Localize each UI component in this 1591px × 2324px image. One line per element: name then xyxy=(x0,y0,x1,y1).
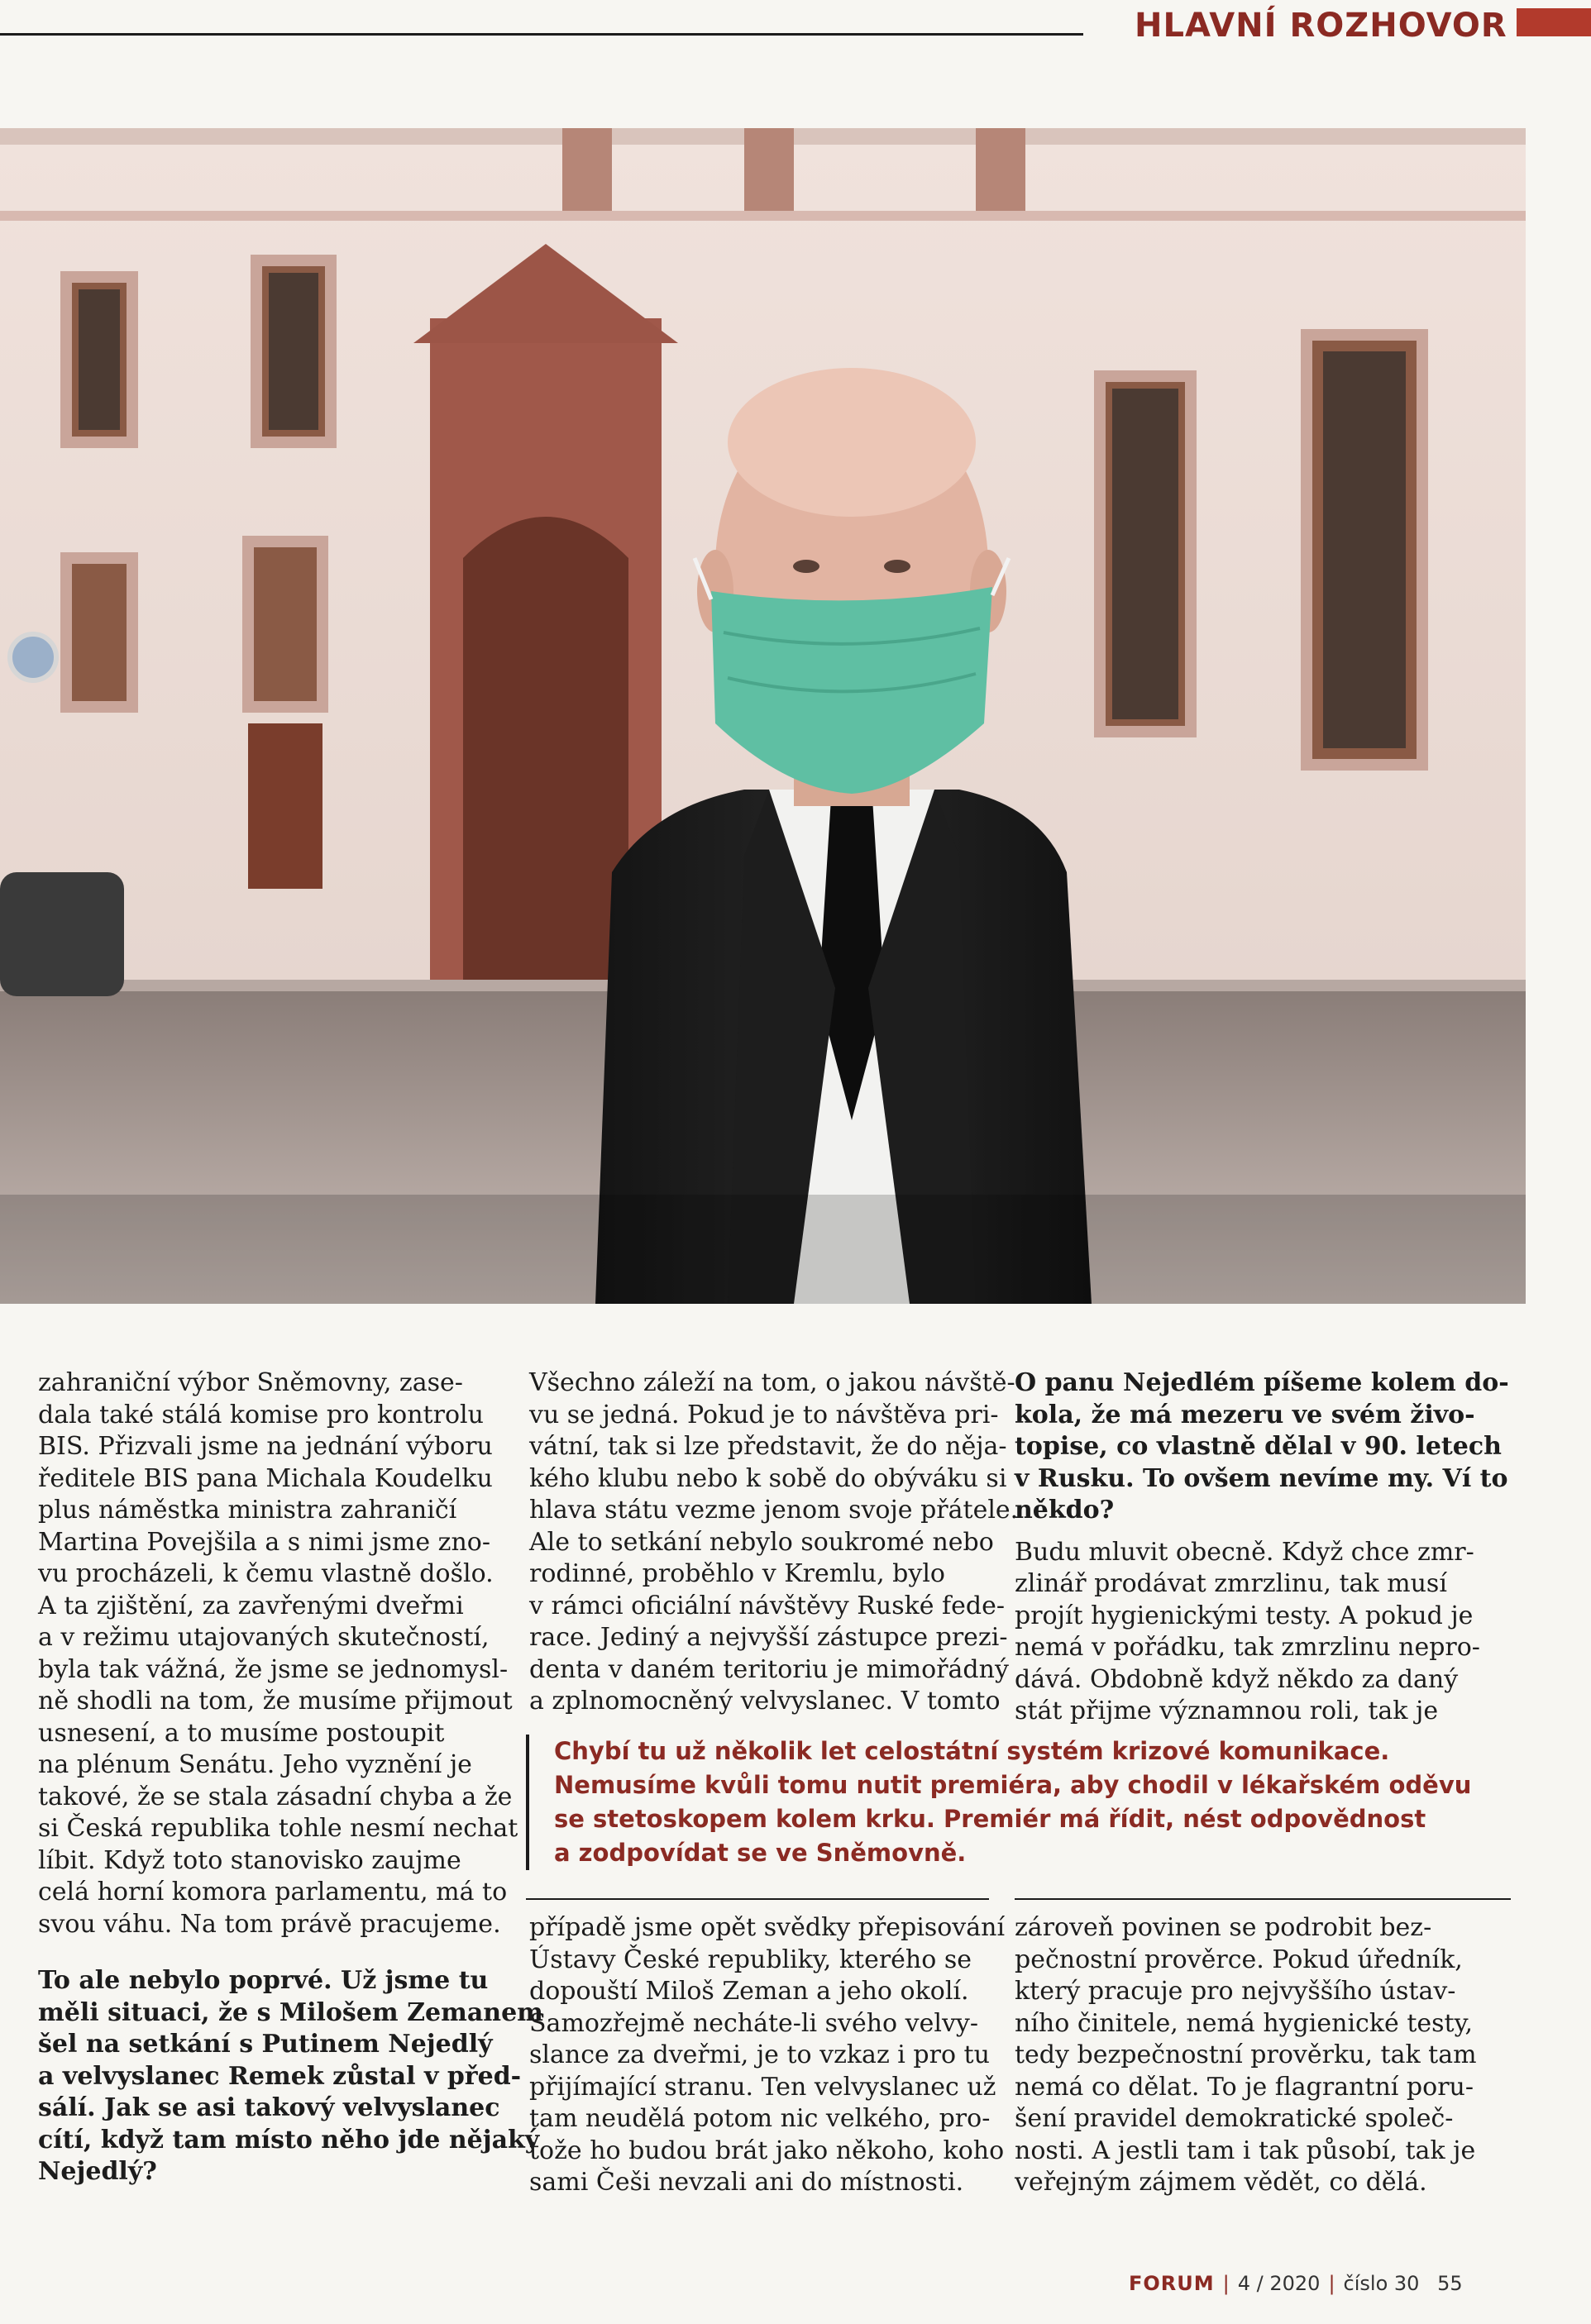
pull-quote-line: a zodpovídat se ve Sněmovně. xyxy=(554,1839,967,1867)
text-line: celá horní komora parlamentu, má to xyxy=(38,1878,508,1906)
text-line: nemá co dělat. To je flagrantní poru- xyxy=(1015,2072,1474,2102)
question-line: sálí. Jak se asi takový velvyslanec xyxy=(38,2093,500,2122)
answer-paragraph xyxy=(529,1367,1019,1718)
magazine-name: FORUM xyxy=(1129,2272,1215,2295)
text-line: projít hygienickými testy. A pokud je xyxy=(1015,1601,1474,1630)
text-line: BIS. Přizvali jsme na jednání výboru xyxy=(38,1432,493,1461)
text-line: a v režimu utajovaných skutečností, xyxy=(38,1623,490,1652)
text-line: Ústavy České republiky, kterého se xyxy=(529,1945,972,1974)
text-line: race. Jediný a nejvyšší zástupce prezi- xyxy=(529,1623,1008,1652)
issue-number: číslo 30 xyxy=(1343,2272,1420,2295)
text-line: zároveň povinen se podrobit bez- xyxy=(1015,1913,1432,1942)
answer-paragraph xyxy=(1015,1537,1494,1728)
text-line: a zplnomocněný velvyslanec. V tomto xyxy=(529,1687,1001,1716)
text-line: případě jsme opět svědky přepisování xyxy=(529,1913,1006,1942)
pull-quote-line: Nemusíme kvůli tomu nutit premiéra, aby chodil v lékařském oděvu xyxy=(554,1771,1472,1799)
text-line: šení pravidel demokratické společ- xyxy=(1015,2104,1454,2133)
question-line: cítí, když tam místo něho jde nějaký xyxy=(38,2125,540,2155)
text-line: zahraniční výbor Sněmovny, zase- xyxy=(38,1368,463,1397)
text-line: si Česká republika tohle nesmí nechat xyxy=(38,1814,518,1843)
pull-quote xyxy=(526,1735,1546,1870)
page-number: 55 xyxy=(1437,2272,1463,2295)
text-line: denta v daném teritoriu je mimořádný xyxy=(529,1654,1009,1684)
text-line: kého klubu nebo k sobě do obýváku si xyxy=(529,1463,1007,1493)
text-line: ně shodli na tom, že musíme přijmout xyxy=(38,1687,513,1716)
answer-paragraph xyxy=(38,1367,518,1940)
text-line: slance za dveřmi, je to vzkaz i pro tu xyxy=(529,2040,990,2069)
interview-question xyxy=(38,1965,543,2188)
column-3-top xyxy=(1015,1367,1509,1728)
header-rule xyxy=(0,33,1083,36)
section-color-block xyxy=(1517,8,1591,36)
text-line: v rámci oficiální návštěvy Ruské fede- xyxy=(529,1591,1006,1620)
section-label: HLAVNÍ ROZHOVOR xyxy=(1135,7,1507,45)
text-line: Martina Povejšila a s nimi jsme zno- xyxy=(38,1527,490,1557)
footer-separator: | xyxy=(1328,2272,1335,2295)
column-1 xyxy=(38,1367,543,2188)
photo-illustration xyxy=(0,128,1526,1304)
column-3-bottom xyxy=(1015,1912,1494,2199)
text-line: sami Češi nevzali ani do místnosti. xyxy=(529,2168,964,2197)
text-line: dopouští Miloš Zeman a jeho okolí. xyxy=(529,1977,969,2006)
answer-paragraph xyxy=(1015,1912,1494,2199)
question-line: kola, že má mezeru ve svém živo- xyxy=(1015,1400,1475,1429)
text-line: Samozřejmě necháte-li svého velvy- xyxy=(529,2008,978,2038)
quote-divider xyxy=(526,1898,989,1900)
question-line: To ale nebylo poprvé. Už jsme tu xyxy=(38,1966,489,1995)
quote-divider xyxy=(1015,1898,1511,1900)
text-line: tože ho budou brát jako někoho, koho xyxy=(529,2136,1005,2165)
text-line: na plénum Senátu. Jeho vyznění je xyxy=(38,1750,472,1779)
text-line: tedy bezpečnostní prověrku, tak tam xyxy=(1015,2040,1477,2069)
text-line: veřejným zájmem vědět, co dělá. xyxy=(1015,2168,1427,2197)
text-line: Ale to setkání nebylo soukromé nebo xyxy=(529,1527,994,1557)
text-line: usnesení, a to musíme postoupit xyxy=(38,1718,445,1748)
question-line: šel na setkání s Putinem Nejedlý xyxy=(38,2030,493,2059)
text-line: A ta zjištění, za zavřenými dveřmi xyxy=(38,1591,464,1620)
pull-quote-line: se stetoskopem kolem krku. Premiér má řídit, nést odpovědnost xyxy=(554,1805,1426,1833)
question-line: a velvyslanec Remek zůstal v před- xyxy=(38,2061,522,2091)
text-line: tam neudělá potom nic velkého, pro- xyxy=(529,2104,991,2133)
text-line: byla tak vážná, že jsme se jednomysl- xyxy=(38,1654,509,1684)
text-line: hlava státu vezme jenom svoje přátele. xyxy=(529,1496,1019,1525)
text-line: stát přijme významnou roli, tak je xyxy=(1015,1696,1439,1725)
pull-quote-line: Chybí tu už několik let celostátní systém krizové komunikace. xyxy=(554,1737,1390,1765)
text-line: takové, že se stala zásadní chyba a že xyxy=(38,1782,513,1811)
text-line: dala také stálá komise pro kontrolu xyxy=(38,1400,484,1429)
question-line: někdo? xyxy=(1015,1496,1115,1525)
text-line: Budu mluvit obecně. Když chce zmr- xyxy=(1015,1537,1474,1567)
question-line: O panu Nejedlém píšeme kolem do- xyxy=(1015,1368,1509,1397)
text-line: pečnostní prověrce. Pokud úředník, xyxy=(1015,1945,1463,1974)
question-line: v Rusku. To ovšem nevíme my. Ví to xyxy=(1015,1463,1508,1493)
text-line: který pracuje pro nejvyššího ústav- xyxy=(1015,1977,1456,2006)
column-2-top xyxy=(529,1367,1019,1718)
article-photo xyxy=(0,128,1526,1304)
text-line: líbit. Když toto stanovisko zaujme xyxy=(38,1845,461,1875)
issue-date: 4 / 2020 xyxy=(1237,2272,1321,2295)
answer-paragraph xyxy=(529,1912,1006,2199)
question-line: topise, co vlastně dělal v 90. letech xyxy=(1015,1432,1502,1461)
page-footer xyxy=(1129,2272,1463,2295)
text-line: vu procházeli, k čemu vlastně došlo. xyxy=(38,1559,494,1588)
text-line: plus náměstka ministra zahraničí xyxy=(38,1496,457,1525)
text-line: nosti. A jestli tam i tak působí, tak je xyxy=(1015,2136,1476,2165)
question-line: Nejedlý? xyxy=(38,2157,157,2186)
text-line: vátní, tak si lze představit, že do něja- xyxy=(529,1432,1007,1461)
text-line: ředitele BIS pana Michala Koudelku xyxy=(38,1463,493,1493)
text-line: svou váhu. Na tom právě pracujeme. xyxy=(38,1909,501,1939)
text-line: vu se jedná. Pokud je to návštěva pri- xyxy=(529,1400,999,1429)
text-line: dává. Obdobně když někdo za daný xyxy=(1015,1664,1459,1694)
text-line: přijímající stranu. Ten velvyslanec už xyxy=(529,2072,996,2102)
column-2-bottom xyxy=(529,1912,1006,2199)
text-line: nemá v pořádku, tak zmrzlinu nepro- xyxy=(1015,1633,1480,1662)
question-line: měli situaci, že s Milošem Zemanem xyxy=(38,1997,543,2027)
footer-separator: | xyxy=(1222,2272,1230,2295)
interview-question xyxy=(1015,1367,1509,1527)
text-line: Všechno záleží na tom, o jakou návště- xyxy=(529,1368,1015,1397)
text-line: ního činitele, nemá hygienické testy, xyxy=(1015,2008,1474,2038)
text-line: rodinné, proběhlo v Kremlu, bylo xyxy=(529,1559,945,1588)
text-line: zlinář prodávat zmrzlinu, tak musí xyxy=(1015,1569,1447,1598)
